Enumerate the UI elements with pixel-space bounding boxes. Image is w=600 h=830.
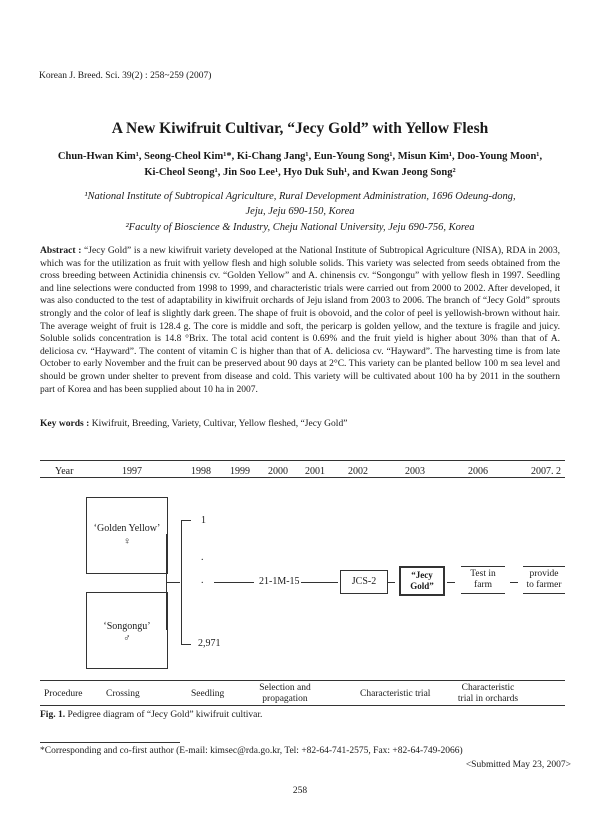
parent-box-songongu — [86, 592, 168, 669]
year-header: Year — [55, 466, 74, 477]
jcs-box — [340, 570, 388, 594]
authors-line-1: Chun-Hwan Kim¹, Seong-Cheol Kim¹*, Ki-Chang Jang¹, Eun-Young Song¹, Misun Kim¹, Doo-Young Moon¹, — [57, 151, 543, 162]
procedure-orchard-line2: trial in orchards — [457, 694, 519, 704]
seedling-ellipsis-1: . — [201, 552, 204, 563]
selection-line-left — [214, 582, 254, 583]
procedure-bottom-rule — [40, 705, 565, 706]
jecy-gold-label — [401, 570, 443, 592]
year-2003: 2003 — [405, 466, 425, 477]
jecy-gold-box — [399, 566, 445, 596]
seedling-bracket-vertical — [181, 520, 182, 644]
paper-title: A New Kiwifruit Cultivar, “Jecy Gold” with Yellow Flesh — [111, 120, 489, 137]
year-1997: 1997 — [122, 466, 142, 477]
keywords — [40, 418, 347, 429]
parent-name-golden-yellow: ‘Golden Yellow’ — [93, 523, 161, 534]
jcs-label: JCS-2 — [351, 576, 377, 587]
seedling-last: 2,971 — [198, 638, 221, 649]
procedure-orchard-line1: Characteristic — [461, 683, 515, 693]
authors-line-2: Ki-Cheol Seong¹, Jin Soo Lee¹, Hyo Duk Suh¹, and Kwan Jeong Song² — [144, 167, 456, 178]
affiliation-1: ¹National Institute of Subtropical Agriculture, Rural Development Administration, 1696 Odeung-dong, — [84, 191, 516, 202]
procedure-characteristic-trial: Characteristic trial — [360, 689, 431, 699]
provide-box — [523, 566, 565, 594]
procedure-selection-line2: propagation — [262, 694, 308, 704]
line-21-1M-15: 21-1M-15 — [259, 576, 300, 587]
procedure-seedling: Seedling — [191, 689, 225, 699]
keywords-text: Kiwifruit, Breeding, Variety, Cultivar, Yellow fleshed, “Jecy Gold” — [91, 418, 348, 429]
year-2001: 2001 — [305, 466, 325, 477]
seedling-bracket-bottom — [181, 644, 191, 645]
year-1999: 1999 — [230, 466, 250, 477]
test-in-farm-label — [461, 569, 505, 591]
parent-box-golden-yellow — [86, 497, 168, 574]
abstract-text: “Jecy Gold” is a new kiwifruit variety developed at the National Institute of Subtropical Agriculture (NISA), RDA in 2003, which was for the utilization as fruit with yellow flesh and high soluble solids. This variety was selected from seeds obtained from the cross breeding between Actinidia chinensis cv. “Golden Yellow” and A. chinensis cv. “Songongu” with yellow flesh in 1997. Seedling and line selections were conducted from 1998 to 1999, and characteristic trials were carried out from 2000 to 2002. After developed, it was also conducted to the test of adaptability in kiwifruit orchards of Jeju island from 2003 to 2006. The branch of “Jecy Gold” sprouts strongly and the color of leaf is slightly dark green. The shape of fruit is obovoid, and the color of peel is yellowish-brown without hair. The average weight of fruit is 128.4 g. The core is middle and soft, the pericarp is golden yellow, and the texture is fragile and juicy. Soluble solids concentration is 14.8 °Brix. The total acid content is 0.69% and the fruit yield is higher about 30% than that of A. deliciosa cv. “Hayward”. The content of vitamin C is higher than that of A. deliciosa cv. “Hayward”. The harvesting time is from late October to early November and the fruit can be preserved about 90 days at 2°C. This variety can be planted bellow 100 m sea level and should be grown under shelter to prevent from disease and cold. This variety will be cultivated about 100 ha by 2011 in the southern part of Korea and has been supplied about 10 ha in 2007. — [40, 245, 560, 395]
female-symbol-icon: ♀ — [123, 536, 131, 547]
abstract-label: Abstract : — [40, 245, 82, 256]
selection-line-right — [301, 582, 338, 583]
provide-label-line1: provide — [529, 569, 559, 579]
journal-citation: Korean J. Breed. Sci. 39(2) : 258~259 (2007) — [39, 71, 212, 81]
male-symbol-icon: ♂ — [123, 633, 131, 644]
affiliation-2: ²Faculty of Bioscience & Industry, Cheju National University, Jeju 690-756, Korea — [125, 222, 475, 233]
year-2007: 2007. 2 — [531, 466, 561, 477]
connector-test-provide — [510, 582, 518, 583]
procedure-crossing: Crossing — [106, 689, 140, 699]
figure-caption-text: Pedigree diagram of “Jecy Gold” kiwifruit cultivar. — [67, 710, 263, 720]
figure-top-rule — [40, 460, 565, 461]
keywords-label: Key words : — [40, 418, 90, 429]
figure-caption-label: Fig. 1. — [40, 710, 66, 720]
provide-label — [523, 569, 565, 591]
provide-label-line2: to farmer — [526, 580, 562, 590]
procedure-selection-line1: Selection and — [259, 683, 311, 693]
year-2000: 2000 — [268, 466, 288, 477]
jecy-gold-label-line2: Gold” — [410, 581, 434, 591]
seedling-first: 1 — [201, 515, 206, 526]
submitted-date: <Submitted May 23, 2007> — [465, 760, 571, 770]
procedure-header: Procedure — [44, 689, 83, 699]
connector-jcs-jecy — [387, 582, 395, 583]
test-label-line1: Test in — [470, 569, 496, 579]
seedling-ellipsis-2: . — [201, 575, 204, 586]
jecy-gold-label-line1: “Jecy — [411, 570, 433, 580]
figure-caption — [40, 710, 262, 720]
test-label-line2: farm — [474, 580, 492, 590]
footnote: *Corresponding and co-first author (E-mail: kimsec@rda.go.kr, Tel: +82-64-741-2575, Fax: +82-64-749-2066) — [40, 746, 463, 756]
abstract — [40, 245, 560, 396]
affiliation-1-address: Jeju, Jeju 690-150, Korea — [245, 206, 355, 217]
year-1998: 1998 — [191, 466, 211, 477]
procedure-top-rule — [40, 680, 565, 681]
page-number: 258 — [292, 786, 308, 796]
test-in-farm-box — [461, 566, 505, 594]
procedure-selection — [250, 683, 320, 705]
cross-connector-horizontal — [166, 582, 180, 583]
procedure-orchard-trial — [450, 683, 526, 705]
seedling-bracket-top — [181, 520, 191, 521]
connector-jecy-test — [447, 582, 455, 583]
year-row-rule — [40, 477, 565, 478]
parent-name-songongu: ‘Songongu’ — [103, 621, 151, 632]
year-2002: 2002 — [348, 466, 368, 477]
footnote-rule — [40, 742, 180, 743]
year-2006: 2006 — [468, 466, 488, 477]
